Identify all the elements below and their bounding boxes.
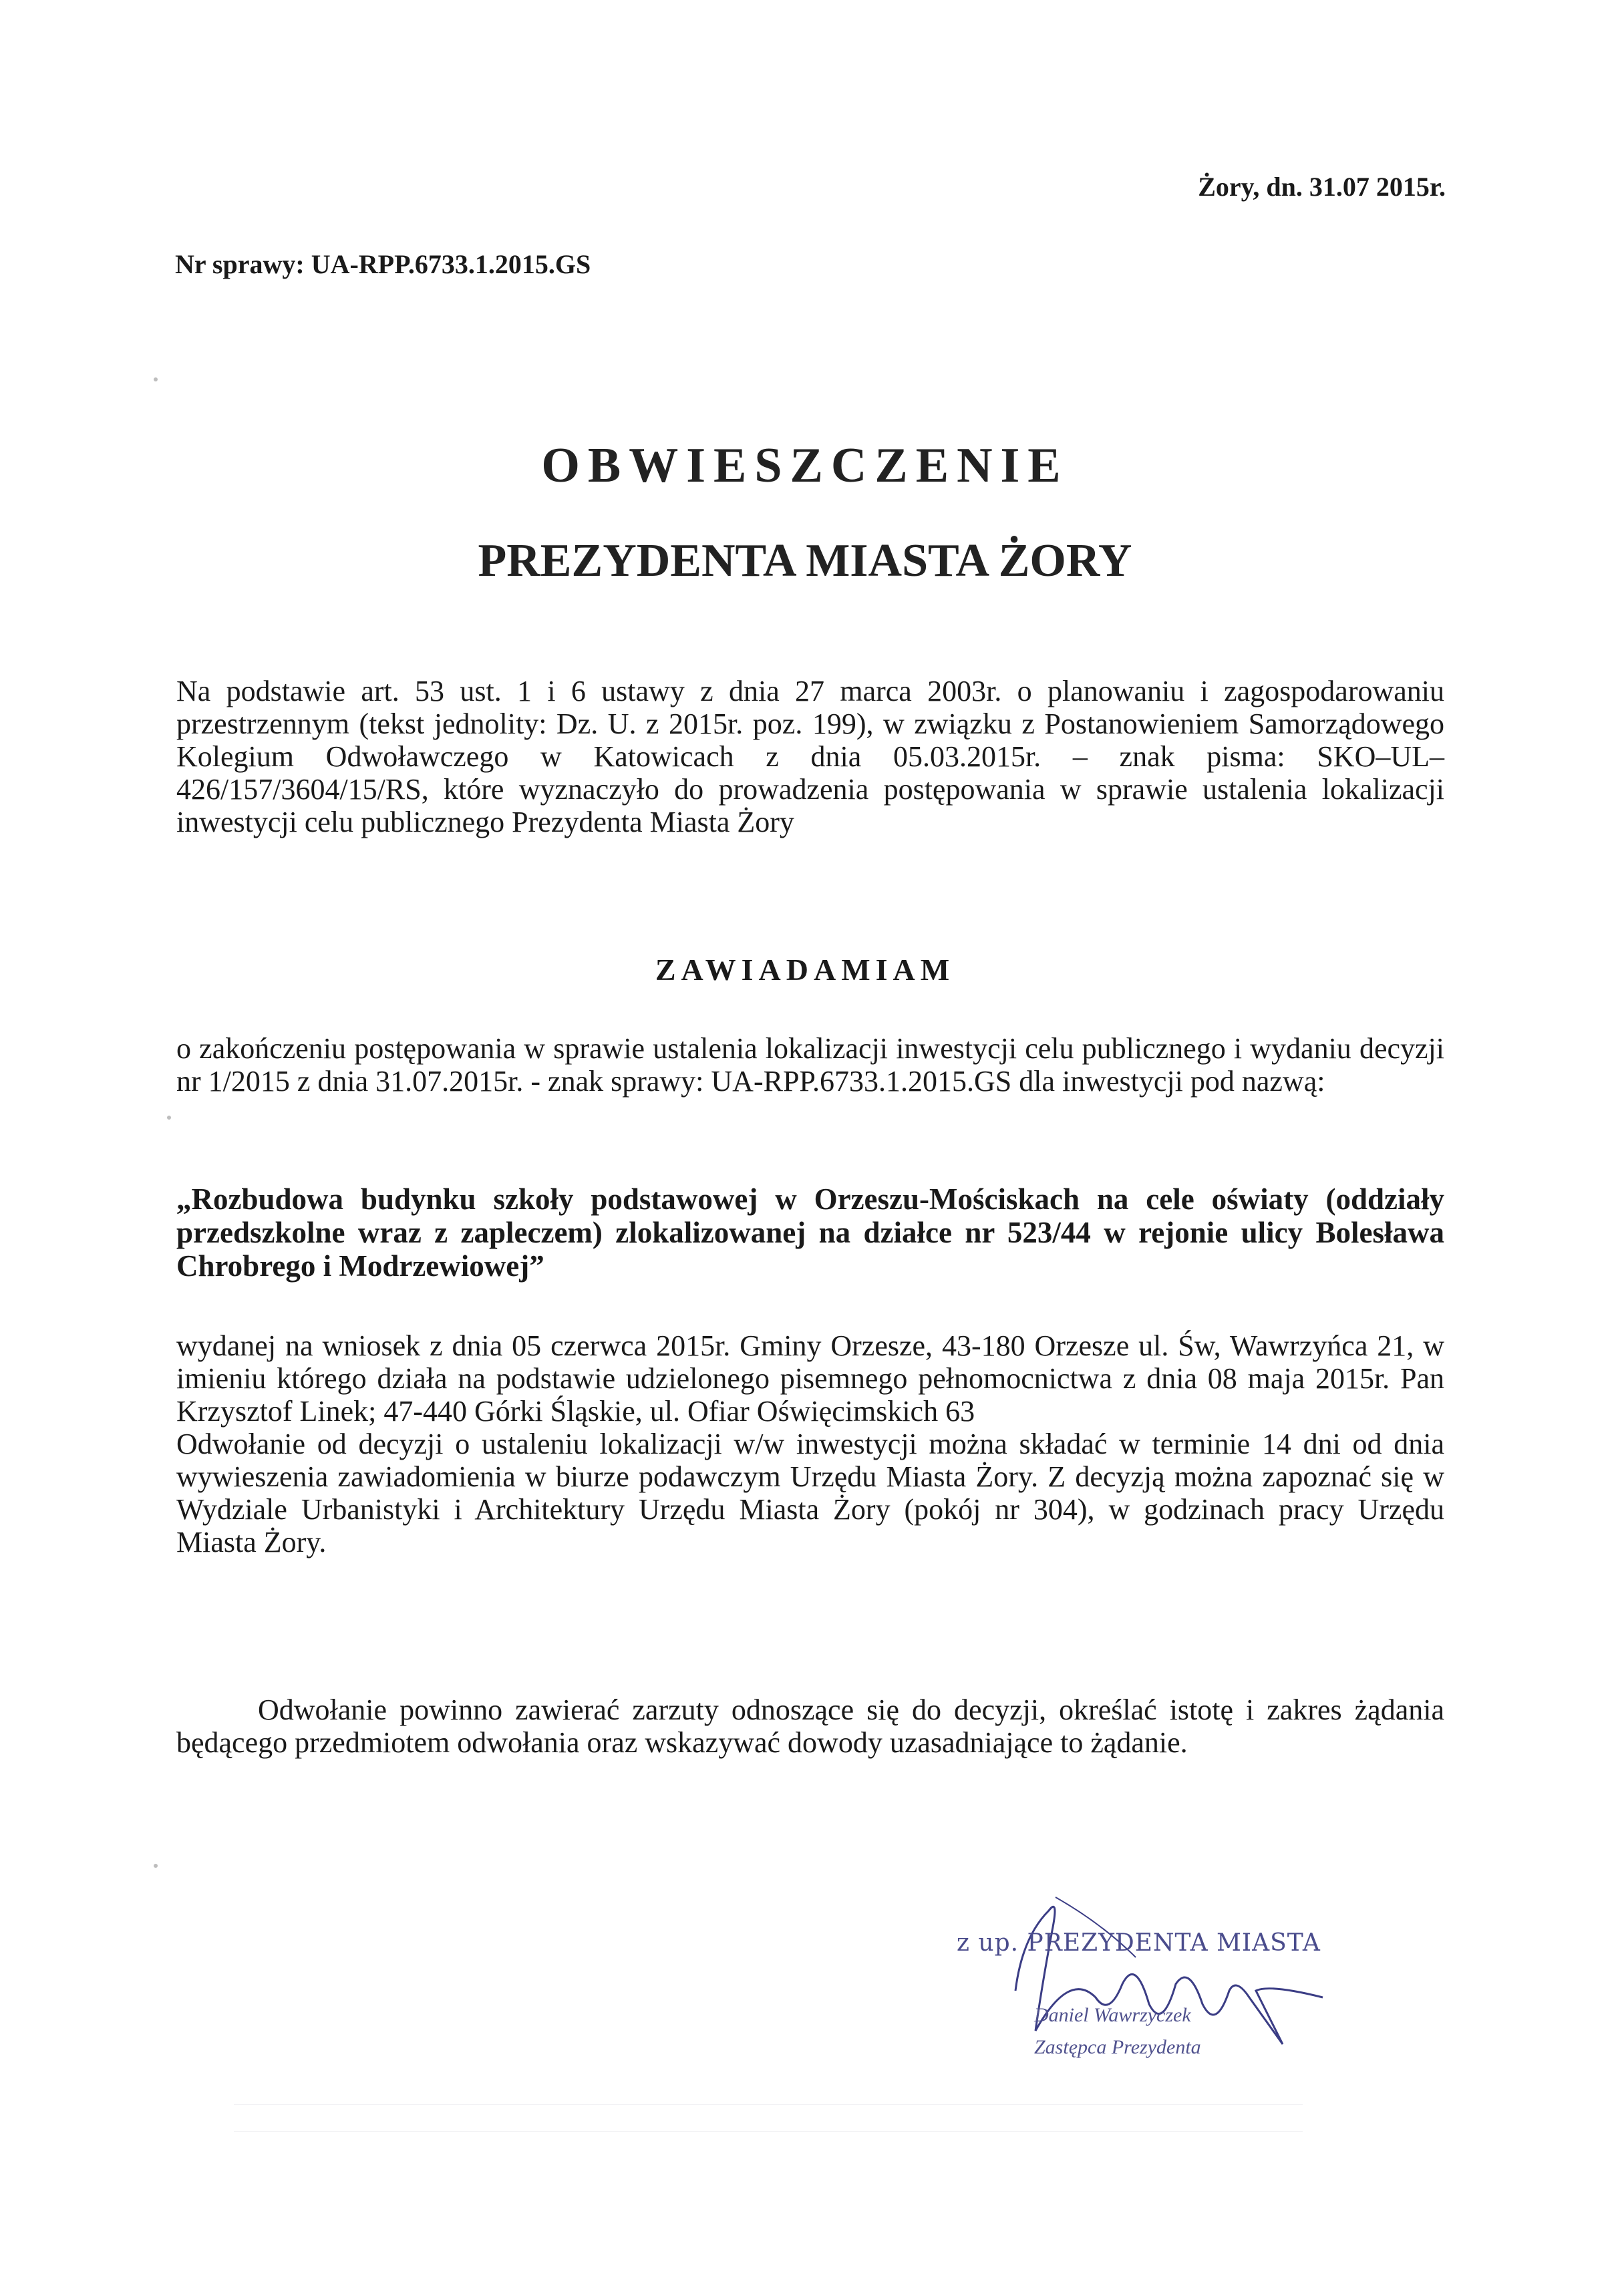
scan-dot xyxy=(167,1116,171,1120)
document-title: OBWIESZCZENIE xyxy=(541,438,1069,493)
case-number: Nr sprawy: UA-RPP.6733.1.2015.GS xyxy=(175,249,591,279)
signatory-name: Daniel Wawrzyczek xyxy=(1034,2004,1191,2026)
investment-name: „Rozbudowa budynku szkoły podstawowej w Orzeszu-Mościskach na cele oświaty (oddziały przedszkolne wraz z zapleczem) zlokalizowanej na działce nr 523/44 w rejonie ulicy Bolesława Chrobrego i Modrzewiowej” xyxy=(176,1182,1444,1283)
scan-artifact xyxy=(234,2131,1303,2132)
appeal-requirements: Odwołanie powinno zawierać zarzuty odnoszące się do decyzji, określać istotę i zakres żądania będącego przedmiotem odwołania oraz wskazywać dowody uzasadniające to żądanie. xyxy=(176,1693,1444,1759)
section-heading: ZAWIADAMIAM xyxy=(655,953,955,987)
appeal-info: Odwołanie od decyzji o ustaleniu lokalizacji w/w inwestycji można składać w terminie 14 dni od dnia wywieszenia zawiadomienia w biurze podawczym Urzędu Miasta Żory. Z decyzją można zapoznać się w Wydziale Urbanistyki i Architektury Urzędu Miasta Żory (pokój nr 304), w godzinach pracy Urzędu Miasta Żory. xyxy=(176,1428,1444,1559)
scan-dot xyxy=(154,377,158,381)
document-subtitle: PREZYDENTA MIASTA ŻORY xyxy=(478,535,1132,587)
scan-artifact xyxy=(234,2104,1303,2105)
document-date: Żory, dn. 31.07 2015r. xyxy=(1198,172,1446,202)
signatory-role: Zastępca Prezydenta xyxy=(1034,2036,1201,2058)
notice-paragraph: o zakończeniu postępowania w sprawie ustalenia lokalizacji inwestycji celu publicznego i wydaniu decyzji nr 1/2015 z dnia 31.07.2015r. - znak sprawy: UA-RPP.6733.1.2015.GS dla inwestycji pod nazwą: xyxy=(176,1032,1444,1098)
application-details: wydanej na wniosek z dnia 05 czerwca 2015r. Gminy Orzesze, 43-180 Orzesze ul. Św, Wawrzyńca 21, w imieniu którego działa na podstawie udzielonego pisemnego pełnomocnictwa z dnia 08 maja 2015r. Pan Krzysztof Linek; 47-440 Górki Śląskie, ul. Ofiar Oświęcimskich 63 xyxy=(176,1329,1444,1428)
intro-paragraph: Na podstawie art. 53 ust. 1 i 6 ustawy z dnia 27 marca 2003r. o planowaniu i zagospodarowaniu przestrzennym (tekst jednolity: Dz. U. z 2015r. poz. 199), w związku z Postanowieniem Samorządowego Kolegium Odwoławczego w Katowicach z dnia 05.03.2015r. – znak pisma: SKO–UL–426/157/3604/15/RS, które wyznaczyło do prowadzenia postępowania w sprawie ustalenia lokalizacji inwestycji celu publicznego Prezydenta Miasta Żory xyxy=(176,675,1444,838)
details-paragraph xyxy=(176,1329,1444,1559)
signature-label: z up. PREZYDENTA MIASTA xyxy=(957,1929,1321,1957)
scan-dot xyxy=(154,1864,158,1868)
